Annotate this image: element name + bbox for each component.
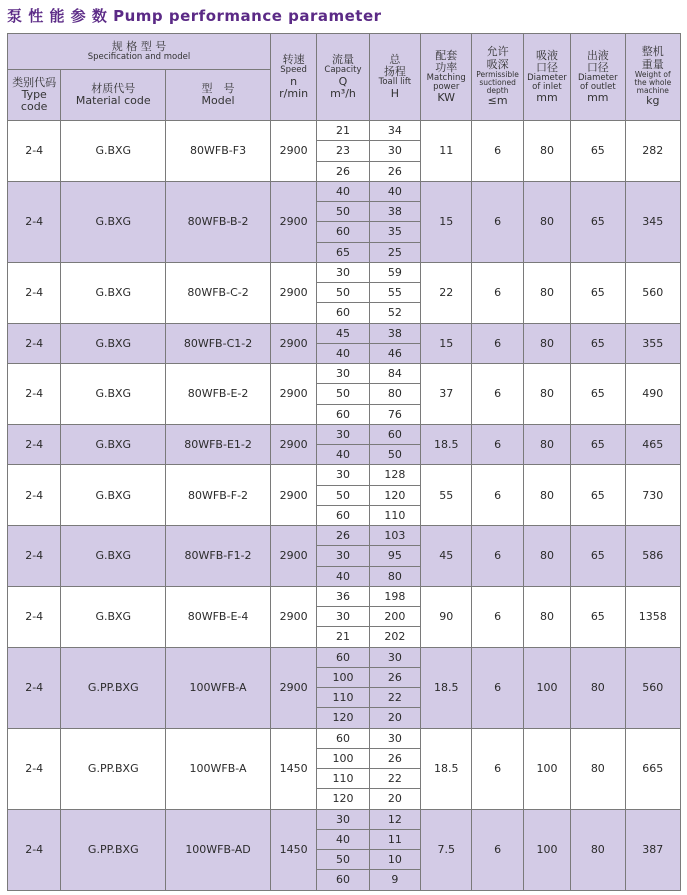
lift-cell: 95 [369, 546, 420, 566]
suction-cell: 6 [472, 364, 523, 425]
speed-cell: 1450 [270, 809, 316, 890]
model-cell: 80WFB-F3 [166, 121, 271, 182]
lift-cell: 26 [369, 161, 420, 181]
material-cell: G.BXG [61, 586, 166, 647]
speed-cell: 2900 [270, 323, 316, 364]
material-cn: 材质代号 [91, 81, 136, 95]
capacity-cell: 60 [317, 870, 369, 890]
capacity-cell: 50 [317, 384, 369, 404]
outlet-unit: mm [587, 91, 609, 105]
power-cell: 18.5 [421, 728, 472, 809]
type-code-cell: 2-4 [8, 728, 61, 809]
table-row [8, 181, 681, 201]
lift-cell: 52 [369, 303, 420, 323]
outlet-cell: 65 [571, 121, 625, 182]
lift-cell: 9 [369, 870, 420, 890]
lift-cell: 38 [369, 323, 420, 343]
capacity-cell: 60 [317, 303, 369, 323]
capacity-cell: 26 [317, 161, 369, 181]
inlet-en1: Diameter [527, 72, 567, 83]
type-code-header [8, 70, 61, 121]
suction-cn1: 允许 [486, 45, 509, 59]
capacity-cell: 23 [317, 141, 369, 161]
weight-cell: 665 [625, 728, 680, 809]
outlet-cell: 80 [571, 647, 625, 728]
power-cn1: 配套 [435, 48, 458, 62]
capacity-cell: 60 [317, 647, 369, 667]
capacity-cell: 30 [317, 262, 369, 282]
type-code-cell: 2-4 [8, 323, 61, 364]
weight-cell: 465 [625, 424, 680, 465]
table-row [8, 465, 681, 485]
suction-cell: 6 [472, 181, 523, 262]
suction-cell: 6 [472, 465, 523, 526]
type-code-cell: 2-4 [8, 364, 61, 425]
weight-cell: 387 [625, 809, 680, 890]
suction-cell: 6 [472, 424, 523, 465]
weight-cell: 490 [625, 364, 680, 425]
type-code-cell: 2-4 [8, 262, 61, 323]
type-code-en2: code [20, 100, 48, 114]
model-header [166, 70, 271, 121]
capacity-cell: 50 [317, 202, 369, 222]
power-cell: 18.5 [421, 424, 472, 465]
material-cell: G.BXG [61, 262, 166, 323]
table-row [8, 121, 681, 141]
speed-cell: 2900 [270, 526, 316, 587]
model-cell: 80WFB-E-4 [166, 586, 271, 647]
power-cell: 45 [421, 526, 472, 587]
suction-cell: 6 [472, 728, 523, 809]
lift-header [369, 34, 420, 121]
spec-cn: 规 格 型 号 [111, 39, 167, 53]
capacity-cell: 26 [317, 526, 369, 546]
lift-cell: 128 [369, 465, 420, 485]
outlet-cn1: 出液 [586, 48, 609, 62]
table-row [8, 586, 681, 606]
speed-cell: 2900 [270, 262, 316, 323]
weight-en2: the whole [634, 77, 672, 87]
capacity-cell: 50 [317, 283, 369, 303]
capacity-cell: 30 [317, 809, 369, 829]
lift-cell: 38 [369, 202, 420, 222]
speed-header [270, 34, 316, 121]
capacity-cell: 30 [317, 465, 369, 485]
outlet-cell: 65 [571, 424, 625, 465]
lift-cell: 20 [369, 708, 420, 728]
type-code-cell: 2-4 [8, 424, 61, 465]
inlet-cell: 80 [523, 364, 570, 425]
lift-cell: 25 [369, 242, 420, 262]
inlet-cell: 80 [523, 323, 570, 364]
lift-cell: 110 [369, 505, 420, 525]
capacity-cell: 36 [317, 586, 369, 606]
outlet-cell: 65 [571, 181, 625, 262]
model-cell: 80WFB-F1-2 [166, 526, 271, 587]
weight-cell: 730 [625, 465, 680, 526]
capacity-unit: m³/h [330, 86, 356, 100]
suction-cell: 6 [472, 121, 523, 182]
lift-cell: 80 [369, 566, 420, 586]
lift-cell: 120 [369, 485, 420, 505]
weight-unit: kg [646, 94, 660, 108]
capacity-cell: 60 [317, 728, 369, 748]
lift-cell: 55 [369, 283, 420, 303]
weight-cell: 560 [625, 647, 680, 728]
suction-en1: Permissible [476, 69, 519, 79]
power-unit: KW [437, 91, 456, 105]
type-code-en1: Type [21, 87, 47, 101]
capacity-cell: 50 [317, 485, 369, 505]
outlet-cell: 65 [571, 262, 625, 323]
weight-en3: machine [636, 86, 669, 96]
speed-cell: 2900 [270, 586, 316, 647]
lift-cell: 34 [369, 121, 420, 141]
model-cell: 80WFB-E1-2 [166, 424, 271, 465]
lift-cell: 46 [369, 343, 420, 363]
inlet-unit: mm [536, 91, 558, 105]
inlet-cn1: 吸液 [535, 48, 558, 62]
type-code-cn: 类别代码 [12, 75, 57, 89]
model-cell: 100WFB-A [166, 647, 271, 728]
capacity-cell: 40 [317, 829, 369, 849]
suction-header [472, 34, 523, 121]
outlet-cell: 65 [571, 465, 625, 526]
model-cn: 型 号 [201, 81, 235, 95]
lift-cell: 22 [369, 769, 420, 789]
speed-cell: 2900 [270, 364, 316, 425]
table-row [8, 364, 681, 384]
speed-sym: n [290, 74, 298, 88]
table-row [8, 526, 681, 546]
table-row [8, 728, 681, 748]
capacity-cell: 45 [317, 323, 369, 343]
weight-cell: 345 [625, 181, 680, 262]
suction-cell: 6 [472, 526, 523, 587]
outlet-en1: Diameter [577, 72, 618, 83]
lift-en: Toall lift [378, 77, 412, 88]
lift-cell: 30 [369, 141, 420, 161]
material-cell: G.BXG [61, 465, 166, 526]
suction-en2: suctioned [479, 77, 516, 87]
lift-sym: H [390, 86, 399, 100]
table-row [8, 262, 681, 282]
lift-cell: 30 [369, 647, 420, 667]
weight-cell: 560 [625, 262, 680, 323]
type-code-cell: 2-4 [8, 809, 61, 890]
pump-performance-table [7, 33, 681, 891]
power-cell: 22 [421, 262, 472, 323]
page-title: 泵 性 能 参 数 Pump performance parameter [7, 7, 382, 25]
lift-cell: 76 [369, 404, 420, 424]
speed-cell: 1450 [270, 728, 316, 809]
capacity-cell: 30 [317, 607, 369, 627]
outlet-cell: 65 [571, 526, 625, 587]
capacity-cell: 40 [317, 343, 369, 363]
spec-model-header [8, 34, 271, 70]
lift-cell: 10 [369, 850, 420, 870]
suction-cell: 6 [472, 647, 523, 728]
table-body [8, 121, 681, 891]
capacity-cn: 流量 [331, 53, 354, 67]
capacity-cell: 40 [317, 566, 369, 586]
weight-en1: Weight of [634, 69, 671, 79]
speed-cell: 2900 [270, 647, 316, 728]
lift-cell: 84 [369, 364, 420, 384]
lift-cell: 26 [369, 667, 420, 687]
type-code-cell: 2-4 [8, 181, 61, 262]
power-cn2: 功率 [435, 60, 458, 74]
inlet-cell: 80 [523, 424, 570, 465]
speed-en: Speed [280, 65, 307, 76]
lift-cell: 40 [369, 181, 420, 201]
capacity-cell: 110 [317, 688, 369, 708]
table-row [8, 809, 681, 829]
suction-cell: 6 [472, 262, 523, 323]
capacity-cell: 30 [317, 546, 369, 566]
type-code-cell: 2-4 [8, 647, 61, 728]
table-row [8, 647, 681, 667]
spec-en: Specification and model [87, 51, 191, 62]
model-cell: 100WFB-A [166, 728, 271, 809]
capacity-cell: 30 [317, 424, 369, 444]
capacity-cell: 100 [317, 748, 369, 768]
capacity-cell: 60 [317, 404, 369, 424]
capacity-header [317, 34, 369, 121]
capacity-cell: 110 [317, 769, 369, 789]
lift-cell: 22 [369, 688, 420, 708]
suction-cell: 6 [472, 323, 523, 364]
weight-cell: 355 [625, 323, 680, 364]
inlet-cell: 100 [523, 728, 570, 809]
lift-cell: 20 [369, 789, 420, 809]
lift-cell: 200 [369, 607, 420, 627]
suction-en3: depth [486, 86, 509, 96]
suction-unit: ≤m [487, 94, 508, 108]
lift-cn2: 扬程 [383, 65, 406, 79]
inlet-cell: 80 [523, 262, 570, 323]
outlet-cn2: 口径 [586, 60, 609, 74]
weight-cell: 1358 [625, 586, 680, 647]
speed-cn: 转速 [282, 53, 305, 67]
model-cell: 80WFB-B-2 [166, 181, 271, 262]
inlet-cell: 80 [523, 465, 570, 526]
type-code-cell: 2-4 [8, 121, 61, 182]
outlet-header [571, 34, 625, 121]
power-header [421, 34, 472, 121]
lift-cell: 80 [369, 384, 420, 404]
inlet-cell: 80 [523, 586, 570, 647]
inlet-cell: 100 [523, 647, 570, 728]
capacity-sym: Q [338, 74, 348, 88]
lift-cell: 35 [369, 222, 420, 242]
material-cell: G.PP.BXG [61, 647, 166, 728]
material-cell: G.BXG [61, 323, 166, 364]
table-row [8, 424, 681, 444]
speed-cell: 2900 [270, 121, 316, 182]
lift-cell: 12 [369, 809, 420, 829]
power-en1: Matching [426, 72, 466, 83]
power-cell: 37 [421, 364, 472, 425]
type-code-cell: 2-4 [8, 526, 61, 587]
power-cell: 90 [421, 586, 472, 647]
power-cell: 7.5 [421, 809, 472, 890]
power-cell: 15 [421, 181, 472, 262]
type-code-cell: 2-4 [8, 465, 61, 526]
capacity-cell: 50 [317, 850, 369, 870]
material-cell: G.BXG [61, 364, 166, 425]
type-code-cell: 2-4 [8, 586, 61, 647]
lift-cell: 30 [369, 728, 420, 748]
model-en: Model [201, 94, 235, 107]
capacity-cell: 65 [317, 242, 369, 262]
table-header [8, 34, 681, 121]
lift-cell: 11 [369, 829, 420, 849]
capacity-cell: 21 [317, 121, 369, 141]
lift-cell: 26 [369, 748, 420, 768]
outlet-cell: 80 [571, 728, 625, 809]
power-en2: power [433, 82, 460, 93]
capacity-cell: 30 [317, 364, 369, 384]
model-cell: 100WFB-AD [166, 809, 271, 890]
material-cell: G.BXG [61, 526, 166, 587]
lift-cell: 202 [369, 627, 420, 647]
capacity-cell: 21 [317, 627, 369, 647]
power-cell: 18.5 [421, 647, 472, 728]
inlet-cn2: 口径 [535, 60, 558, 74]
material-cell: G.BXG [61, 424, 166, 465]
material-cell: G.PP.BXG [61, 809, 166, 890]
power-cell: 11 [421, 121, 472, 182]
capacity-cell: 60 [317, 222, 369, 242]
material-header [61, 70, 166, 121]
speed-unit: r/min [279, 86, 309, 100]
capacity-cell: 40 [317, 181, 369, 201]
inlet-cell: 80 [523, 181, 570, 262]
outlet-cell: 80 [571, 809, 625, 890]
material-cell: G.BXG [61, 181, 166, 262]
lift-cell: 50 [369, 445, 420, 465]
power-cell: 55 [421, 465, 472, 526]
inlet-cell: 80 [523, 121, 570, 182]
lift-cell: 59 [369, 262, 420, 282]
weight-header [625, 34, 680, 121]
capacity-en: Capacity [324, 65, 362, 76]
outlet-cell: 65 [571, 364, 625, 425]
suction-cell: 6 [472, 586, 523, 647]
lift-cell: 198 [369, 586, 420, 606]
model-cell: 80WFB-F-2 [166, 465, 271, 526]
capacity-cell: 120 [317, 708, 369, 728]
lift-cell: 103 [369, 526, 420, 546]
speed-cell: 2900 [270, 465, 316, 526]
model-cell: 80WFB-C1-2 [166, 323, 271, 364]
weight-cell: 586 [625, 526, 680, 587]
capacity-cell: 100 [317, 667, 369, 687]
inlet-header [523, 34, 570, 121]
material-en: Material code [75, 94, 151, 107]
material-cell: G.BXG [61, 121, 166, 182]
speed-cell: 2900 [270, 181, 316, 262]
material-cell: G.PP.BXG [61, 728, 166, 809]
power-cell: 15 [421, 323, 472, 364]
weight-cn1: 整机 [641, 45, 664, 59]
suction-cell: 6 [472, 809, 523, 890]
table-row [8, 323, 681, 343]
outlet-en2: of outlet [579, 82, 616, 93]
capacity-cell: 40 [317, 445, 369, 465]
weight-cell: 282 [625, 121, 680, 182]
outlet-cell: 65 [571, 323, 625, 364]
lift-cell: 60 [369, 424, 420, 444]
model-cell: 80WFB-C-2 [166, 262, 271, 323]
capacity-cell: 60 [317, 505, 369, 525]
lift-cn1: 总 [389, 53, 401, 67]
speed-cell: 2900 [270, 424, 316, 465]
capacity-cell: 120 [317, 789, 369, 809]
suction-cn2: 吸深 [486, 57, 509, 71]
model-cell: 80WFB-E-2 [166, 364, 271, 425]
outlet-cell: 65 [571, 586, 625, 647]
inlet-cell: 100 [523, 809, 570, 890]
weight-cn2: 重量 [641, 57, 664, 71]
inlet-en2: of inlet [532, 82, 562, 93]
inlet-cell: 80 [523, 526, 570, 587]
